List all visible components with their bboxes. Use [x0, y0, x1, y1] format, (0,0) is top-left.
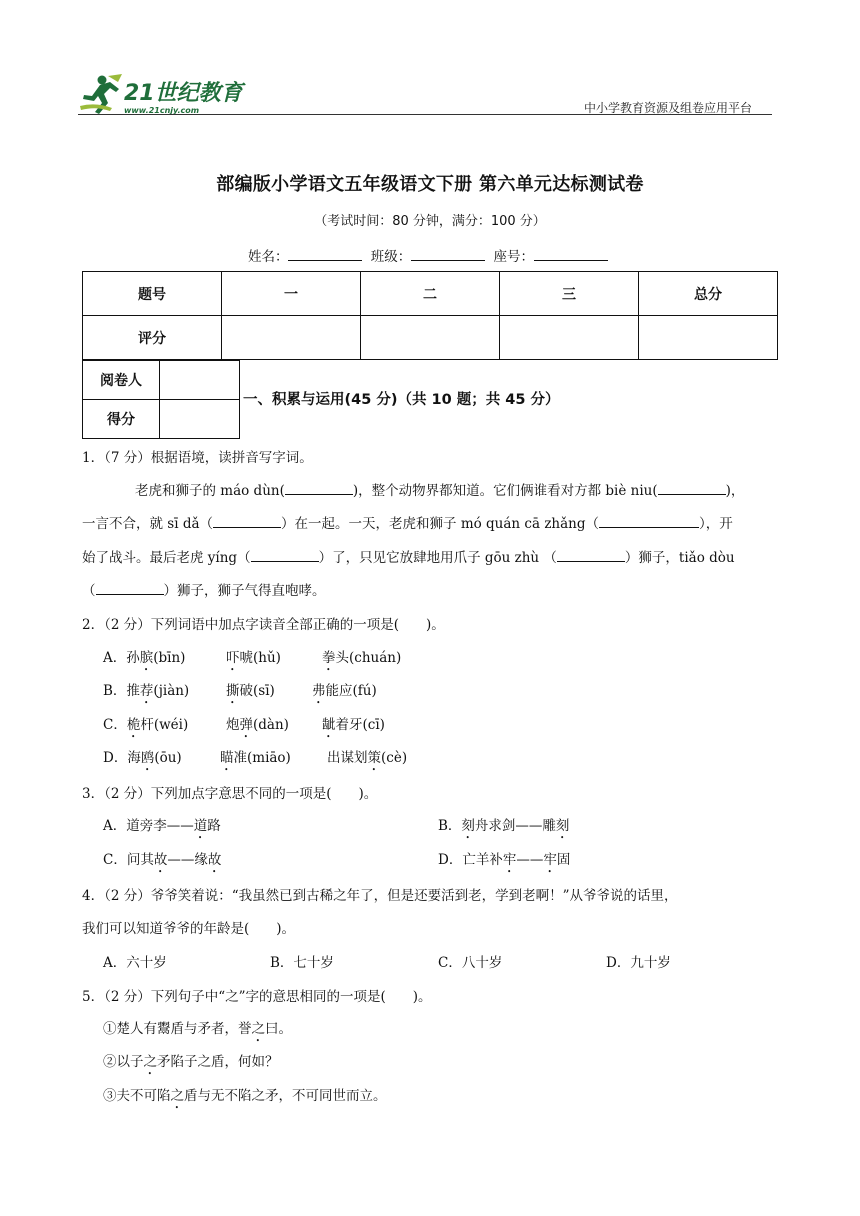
answer-blank[interactable] — [251, 549, 319, 562]
q4-option-d[interactable]: D．九十岁 — [606, 955, 671, 971]
q5-sentence-1: ①楚人有鬻盾与矛者，誉之曰。 — [103, 1021, 292, 1037]
score-cell[interactable] — [639, 316, 778, 360]
q2-option-b-word-3: 弗能应(fú) — [312, 683, 377, 699]
page-title: 部编版小学语文五年级语文下册 第六单元达标测试卷 — [216, 174, 644, 195]
q2-stem: 2．（2 分）下列词语中加点字读音全部正确的一项是( )。 — [82, 617, 445, 633]
score-table-header-row — [83, 272, 778, 316]
answer-blank[interactable] — [213, 515, 281, 528]
q5-stem: 5．（2 分）下列句子中“之”字的意思相同的一项是( )。 — [82, 989, 432, 1005]
q2-option-c-word-2: 炮弹(dàn) — [226, 717, 289, 733]
reviewer-label: 阅卷人 — [83, 361, 160, 400]
answer-blank[interactable] — [658, 482, 726, 495]
section-score-label: 得分 — [83, 400, 160, 439]
q2-option-d[interactable]: D．海鸥(ōu) — [103, 750, 182, 766]
q4-option-b[interactable]: B．七十岁 — [270, 955, 334, 971]
score-header-cell: 三 — [500, 272, 639, 316]
class-field[interactable] — [411, 248, 485, 261]
seat-field[interactable] — [534, 248, 608, 261]
q2-option-c-word-3: 龇着牙(cī) — [322, 717, 385, 733]
q5-sentence-2: ②以子之矛陷子之盾，何如？ — [103, 1054, 279, 1070]
name-field[interactable] — [288, 248, 362, 261]
q4-stem-line-1: 4．（2 分）爷爷笑着说：“我虽然已到古稀之年了，但是还要活到老，学到老啊！”从爷爷说的话里， — [82, 888, 678, 904]
name-label: 姓名： — [247, 249, 289, 265]
svg-text:21世纪教育: 21世纪教育 — [124, 81, 243, 106]
q2-option-a[interactable]: A．孙膑(bīn) — [103, 650, 186, 666]
q3-option-d[interactable]: D．亡羊补牢——牢固 — [438, 852, 571, 868]
q2-option-a-word-2: 吓唬(hǔ) — [226, 650, 281, 666]
section-score-cell[interactable] — [160, 400, 240, 439]
answer-blank[interactable] — [599, 515, 699, 528]
answer-blank[interactable] — [557, 549, 625, 562]
score-table — [82, 271, 778, 360]
runner-icon — [80, 74, 122, 114]
q4-option-a[interactable]: A．六十岁 — [103, 955, 167, 971]
q1-stem: 1．（7 分）根据语境，读拼音写字词。 — [82, 450, 313, 466]
q3-option-c[interactable]: C．问其故——缘故 — [103, 852, 222, 868]
header-divider — [78, 114, 772, 115]
score-header-cell: 总分 — [639, 272, 778, 316]
score-row-label: 评分 — [83, 316, 222, 360]
site-logo — [78, 70, 253, 118]
q3-option-a[interactable]: A．道旁李——道路 — [103, 818, 221, 834]
score-table-row — [83, 316, 778, 360]
exam-subtitle: （考试时间：80 分钟，满分：100 分） — [314, 214, 546, 229]
class-label: 班级： — [370, 249, 412, 265]
score-header-cell: 题号 — [83, 272, 222, 316]
q4-stem-line-2: 我们可以知道爷爷的年龄是( )。 — [82, 921, 296, 937]
q3-stem: 3．（2 分）下列加点字意思不同的一项是( )。 — [82, 786, 378, 802]
platform-label: 中小学教育资源及组卷应用平台 — [583, 101, 752, 115]
reviewer-cell[interactable] — [160, 361, 240, 400]
q1-line-2: 一言不合，就 sī dǎ（ ）在一起。一天，老虎和狮子 mó quán cā zhǎng（ ），开 — [82, 516, 733, 532]
student-info — [0, 245, 860, 265]
q1-line-4: （ ）狮子，狮子气得直咆哮。 — [82, 583, 326, 599]
q2-option-a-word-3: 拳头(chuán) — [322, 650, 402, 666]
score-header-cell: 一 — [222, 272, 361, 316]
q2-option-b[interactable]: B．推荐(jiàn) — [103, 683, 190, 699]
q5-sentence-3: ③夫不可陷之盾与无不陷之矛，不可同世而立。 — [103, 1088, 387, 1104]
q2-option-d-word-3: 出谋划策(cè) — [327, 750, 408, 766]
section-heading: 一、积累与运用(45 分)（共 10 题；共 45 分） — [243, 392, 560, 408]
q4-option-c[interactable]: C．八十岁 — [438, 955, 503, 971]
score-cell[interactable] — [222, 316, 361, 360]
q1-line-3: 始了战斗。最后老虎 yíng（ ）了，只见它放肆地用爪子 gōu zhù （ ）狮子，tiǎo dòu — [82, 550, 735, 566]
q3-option-b[interactable]: B．刻舟求剑——雕刻 — [438, 818, 570, 834]
seat-label: 座号： — [493, 249, 535, 265]
svg-text:www.21cnjy.com: www.21cnjy.com — [124, 106, 200, 115]
score-header-cell: 二 — [361, 272, 500, 316]
answer-blank[interactable] — [96, 582, 164, 595]
q2-option-d-word-2: 瞄准(miāo) — [220, 750, 291, 766]
answer-blank[interactable] — [285, 482, 353, 495]
q1-line-1: 老虎和狮子的 máo dùn( )，整个动物界都知道。它们俩谁看对方都 biè niu( )， — [135, 483, 745, 499]
q2-option-c[interactable]: C．桅杆(wéi) — [103, 717, 189, 733]
score-cell[interactable] — [500, 316, 639, 360]
q2-option-b-word-2: 撕破(sī) — [226, 683, 275, 699]
score-cell[interactable] — [361, 316, 500, 360]
reviewer-table — [82, 360, 240, 439]
